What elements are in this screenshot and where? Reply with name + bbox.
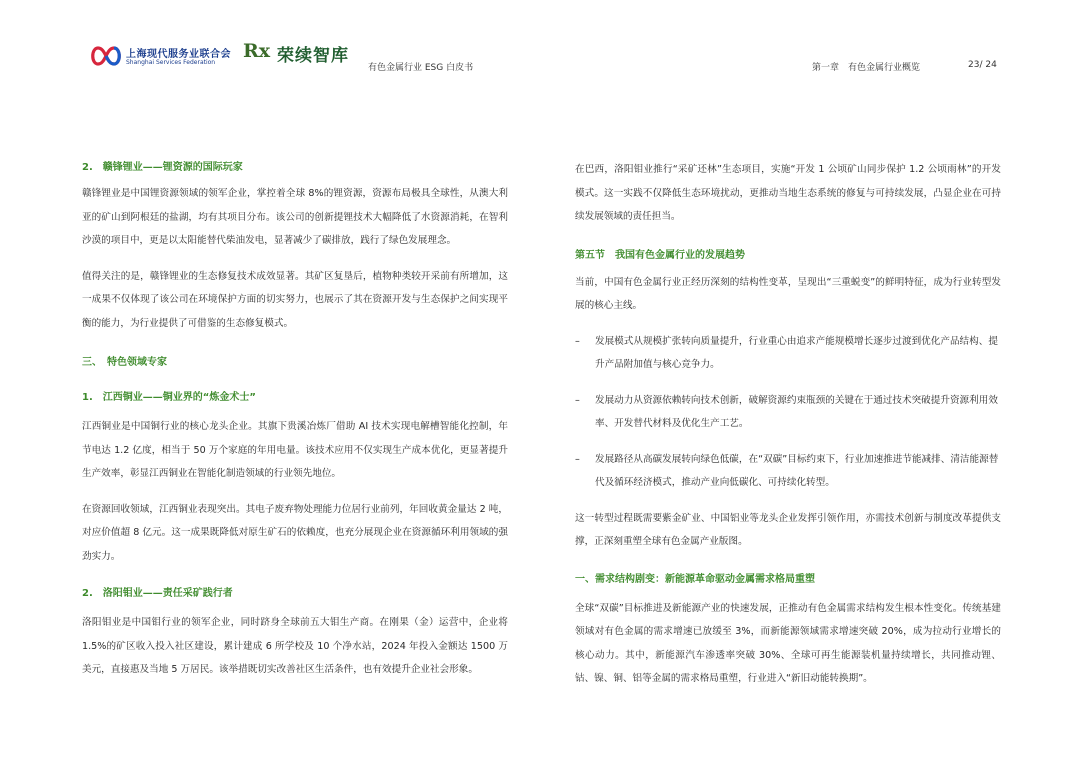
paragraph: 在巴西，洛阳钼业推行“采矿还林”生态项目，实施“开发 1 公顷矿山同步保护 1.2 公顷雨林”的开发模式。这一实践不仅降低生态环境扰动，更推动当地生态系统的修复与可持续发展，凸显企业在可持续发展领域的责任担当。 bbox=[575, 164, 1001, 222]
paragraph: 这一转型过程既需要紫金矿业、中国铝业等龙头企业发挥引领作用，亦需技术创新与制度改革提供支撑，正深刻重塑全球有色金属产业版图。 bbox=[575, 512, 1001, 547]
paragraph: 值得关注的是，赣锋锂业的生态修复技术成效显著。其矿区复垦后，植物种类较开采前有所增加，这一成果不仅体现了该公司在环境保护方面的切实努力，也展示了其在资源开发与生态保护之间实现平衡的能力，为行业提供了可借鉴的生态修复模式。 bbox=[82, 270, 508, 329]
list-item-text: 发展动力从资源依赖转向技术创新，破解资源约束瓶颈的关键在于通过技术突破提升资源利用效率、开发替代材料及优化生产工艺。 bbox=[595, 394, 998, 429]
rx-logo-mark: Rx bbox=[243, 40, 271, 62]
header bbox=[0, 0, 1080, 90]
list-item-text: 发展模式从规模扩张转向质量提升，行业重心由追求产能规模增长逐步过渡到优化产品结构、提升产品附加值与核心竞争力。 bbox=[595, 335, 998, 370]
list-item-text: 发展路径从高碳发展转向绿色低碳，在“双碳”目标约束下，行业加速推进节能减排、清洁能源替代及循环经济模式，推动产业向低碳化、可持续化转型。 bbox=[595, 453, 999, 488]
section-heading: 第五节 我国有色金属行业的发展趋势 bbox=[575, 249, 745, 261]
dash-marker: – bbox=[575, 335, 580, 347]
dash-marker: – bbox=[575, 394, 580, 406]
chapter-title: 第一章 有色金属行业概览 bbox=[812, 63, 921, 73]
section-heading: 1. 江西铜业——铜业界的“炼金术士” bbox=[82, 392, 256, 403]
doc-title: 有色金属行业 ESG 白皮书 bbox=[368, 63, 474, 73]
list-item bbox=[575, 389, 1001, 436]
paragraph: 在资源回收领域，江西铜业表现突出。其电子废弃物处理能力位居行业前列，年回收黄金量达 2 吨，对应价值超 8 亿元。这一成果既降低对原生矿石的依赖度，也充分展现企业在资源循环利用领域的强劲实力。 bbox=[82, 503, 508, 562]
section-heading: 2. 洛阳钼业——责任采矿践行者 bbox=[82, 588, 233, 599]
paragraph: 洛阳钼业是中国钼行业的领军企业，同时跻身全球前五大钼生产商。在刚果（金）运营中，企业将 1.5%的矿区收入投入社区建设，累计建成 6 所学校及 10 个净水站，2024 年投入金额达 1500 万美元，直接惠及当地 5 万居民。该举措既切实改善社区生活条件，也有效提升企业社会形象。 bbox=[82, 617, 508, 675]
list-item bbox=[575, 330, 1001, 377]
paragraph: 当前，中国有色金属行业正经历深刻的结构性变革，呈现出“三重蜕变”的鲜明特征，成为行业转型发展的核心主线。 bbox=[575, 276, 1001, 311]
paragraph: 全球“双碳”目标推进及新能源产业的快速发展，正推动有色金属需求结构发生根本性变化。传统基建领域对有色金属的需求增速已放缓至 3%，而新能源领域需求增速突破 20%，成为拉动行业增长的核心动力。其中，新能源汽车渗透率突破 30%、全球可再生能源装机量持续增长，共同推动锂、钴、镍、铜、铝等金属的需求格局重塑，行业进入“新旧动能转换期”。 bbox=[575, 602, 1001, 684]
dash-marker: – bbox=[575, 453, 580, 465]
paragraph: 赣锋锂业是中国锂资源领域的领军企业，掌控着全球 8%的锂资源，资源布局极具全球性，从澳大利亚的矿山到阿根廷的盐湖，均有其项目分布。该公司的创新提锂技术大幅降低了水资源消耗，在智利沙漠的项目中，更是以太阳能替代柴油发电，显著减少了碳排放，践行了绿色发展理念。 bbox=[82, 188, 508, 246]
left-column bbox=[82, 158, 508, 682]
page-number: 23/ 24 bbox=[968, 60, 997, 70]
section-heading: 一、需求结构剧变：新能源革命驱动金属需求格局重塑 bbox=[575, 573, 815, 585]
section-heading: 2. 赣锋锂业——锂资源的国际玩家 bbox=[82, 162, 243, 173]
org1-name-cn: 上海现代服务业联合会 bbox=[126, 49, 231, 60]
list-item bbox=[575, 448, 1001, 495]
section-heading: 三、 特色领域专家 bbox=[82, 357, 167, 368]
right-column bbox=[575, 158, 1001, 691]
ssf-logo-icon bbox=[90, 44, 122, 68]
org1-name-en: Shanghai Services Federation bbox=[126, 59, 216, 66]
org2-name: 荣续智库 bbox=[277, 46, 349, 66]
paragraph: 江西铜业是中国铜行业的核心龙头企业。其旗下贵溪冶炼厂借助 AI 技术实现电解槽智能化控制，年节电达 1.2 亿度，相当于 50 万个家庭的年用电量。该技术应用不仅实现生产成本优化，更显著提升生产效率，彰显江西铜业在智能化制造领域的行业领先地位。 bbox=[82, 421, 508, 479]
